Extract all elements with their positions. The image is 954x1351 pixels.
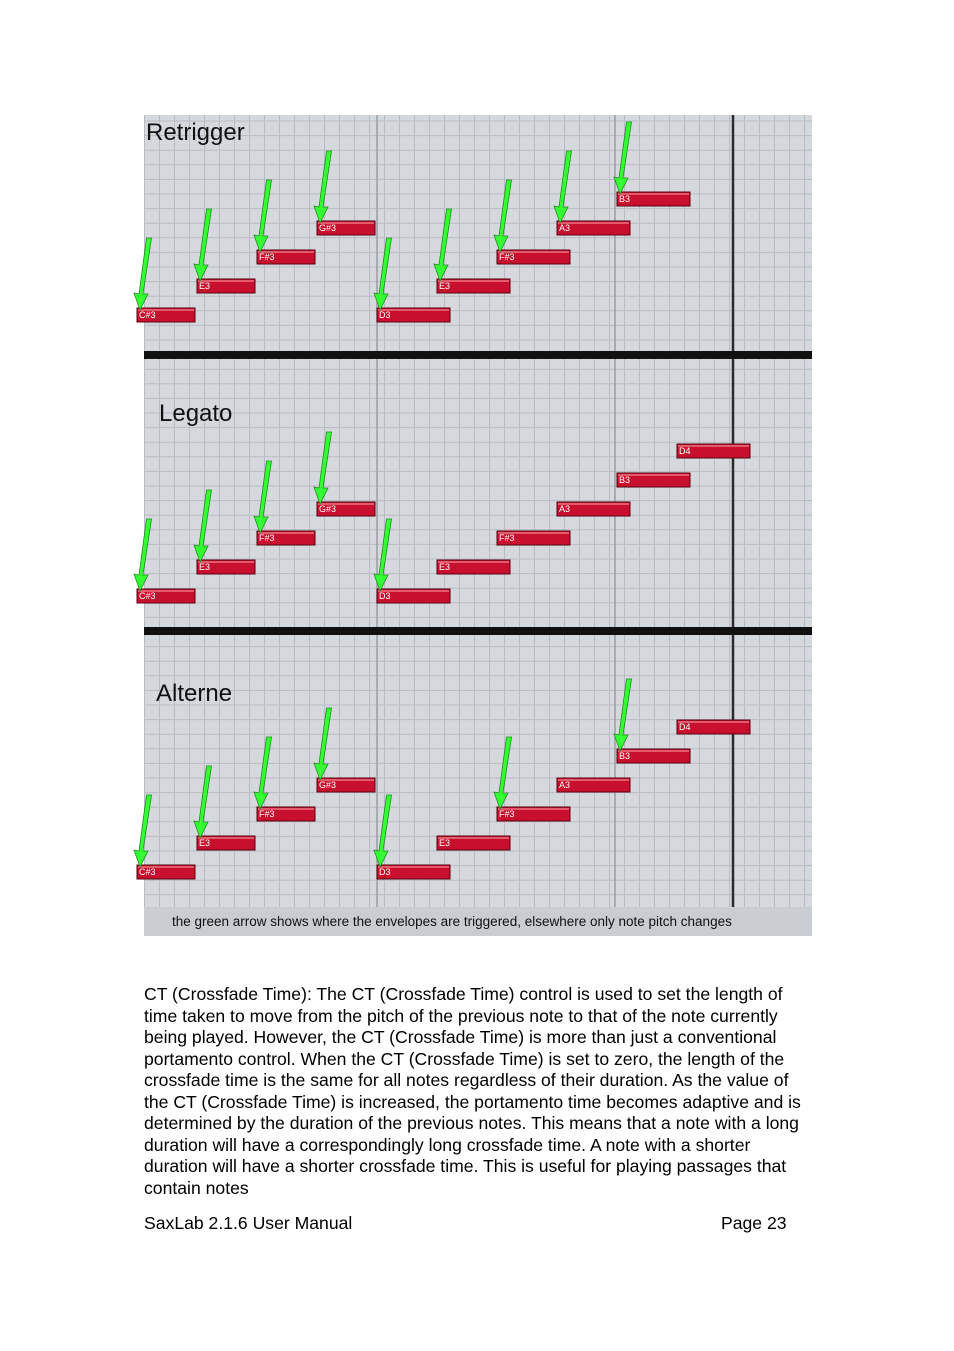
note-label: D4 <box>679 722 691 732</box>
panel-title: Retrigger <box>146 119 245 146</box>
note-e3 <box>437 836 510 850</box>
note-label: G#3 <box>319 780 337 790</box>
note-label: E3 <box>439 281 451 291</box>
panel-separator <box>144 627 812 635</box>
note-label: E3 <box>439 562 451 572</box>
figure-caption: the green arrow shows where the envelopes are triggered, elsewhere only note pitch changes <box>172 914 732 929</box>
note-label: B3 <box>619 194 631 204</box>
note-label: A3 <box>559 223 571 233</box>
note-label: E3 <box>199 838 211 848</box>
note-label: B3 <box>619 475 631 485</box>
panel-title: Legato <box>159 400 233 427</box>
note-label: E3 <box>199 281 211 291</box>
note-label: G#3 <box>319 504 337 514</box>
note-a3 <box>557 502 630 516</box>
note-label: F#3 <box>259 252 275 262</box>
piano-roll-svg <box>139 115 812 936</box>
note-d4 <box>677 444 750 458</box>
note-a3 <box>557 778 630 792</box>
note-label: F#3 <box>499 252 515 262</box>
note-label: G#3 <box>319 223 337 233</box>
panel-title: Alterne <box>156 680 233 707</box>
footer-manual-title: SaxLab 2.1.6 User Manual <box>144 1213 353 1233</box>
note-label: A3 <box>559 504 571 514</box>
footer-page-number: Page 23 <box>721 1213 787 1233</box>
note-label: D3 <box>379 867 391 877</box>
note-label: D3 <box>379 310 391 320</box>
panel-separator <box>144 351 812 359</box>
note-label: C#3 <box>139 310 156 320</box>
note-label: E3 <box>439 838 451 848</box>
note-label: E3 <box>199 562 211 572</box>
note-label: F#3 <box>499 533 515 543</box>
note-label: F#3 <box>259 809 275 819</box>
note-label: F#3 <box>259 533 275 543</box>
note-label: B3 <box>619 751 631 761</box>
note-label: C#3 <box>139 867 156 877</box>
piano-roll-figure <box>139 115 812 936</box>
note-label: D3 <box>379 591 391 601</box>
note-e3 <box>437 560 510 574</box>
note-label: A3 <box>559 780 571 790</box>
note-b3 <box>617 473 690 487</box>
note-d4 <box>677 720 750 734</box>
note-fsharp3 <box>497 531 570 545</box>
body-paragraph: CT (Crossfade Time): The CT (Crossfade Time) control is used to set the length of time taken to move from the pitch of the previous note to that of the note currently being played. However, the CT (Crossfade Time) is more than just a conventional portamento control. When the CT (Crossfade Time) is set to zero, the length of the crossfade time is the same for all notes regardless of their duration. As the value of the CT (Crossfade Time) is increased, the portamento time becomes adaptive and is determined by the duration of the previous notes. This means that a note with a long duration will have a correspondingly long crossfade time. A note with a shorter duration will have a shorter crossfade time. This is useful for playing passages that contain notes <box>144 984 801 1198</box>
note-label: C#3 <box>139 591 156 601</box>
note-label: D4 <box>679 446 691 456</box>
note-label: F#3 <box>499 809 515 819</box>
